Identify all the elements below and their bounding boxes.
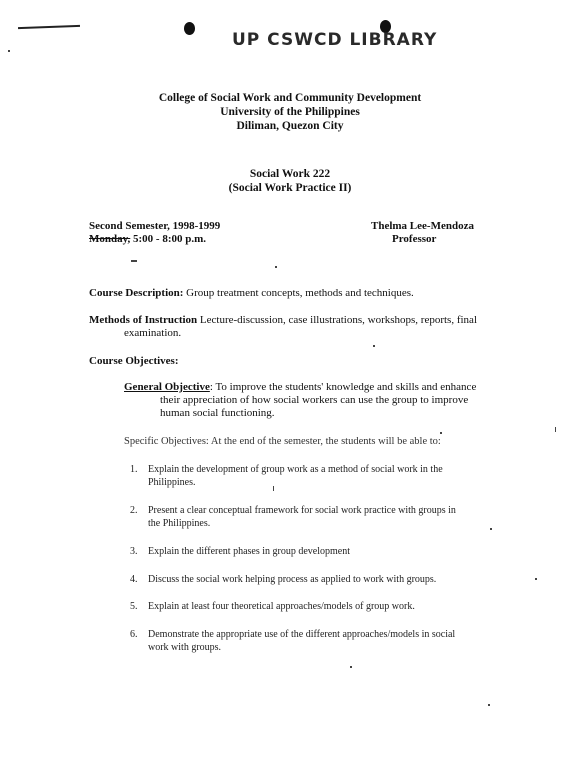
scan-speck [275,266,277,268]
objective-item: 3. Explain the different phases in group development [130,546,350,557]
college-name: College of Social Work and Community Development [158,92,422,104]
instructor-name: Thelma Lee-Mendoza [371,220,474,232]
methods-text-continued: examination. [124,327,182,339]
specific-objectives-intro: Specific Objectives: At the end of the semester, the students will be able to: [124,436,441,447]
course-code: Social Work 222 [249,168,331,180]
course-title: (Social Work Practice II) [228,182,352,194]
objective-item: 2. Present a clear conceptual framework for social work practice with groups in the Philippines. [130,505,456,529]
library-stamp: UP CSWCD LIBRARY [232,30,438,50]
course-description [89,287,414,299]
semester: Second Semester, 1998-1999 [89,220,221,232]
general-objective-line3: human social functioning. [160,407,275,419]
objective-item: 1. Explain the development of group work as a method of social work in the Philippines. [130,464,443,488]
university-name: University of the Philippines [220,106,360,118]
scan-speck [440,432,442,434]
schedule-day: Monday, [89,233,131,245]
schedule-hours: 5:00 - 8:00 p.m. [133,233,207,245]
general-objective-label: General Objective [124,381,210,393]
scan-speck [273,486,274,491]
course-description-label: Course Description: [89,287,184,299]
objective-item: 5. Explain at least four theoretical approaches/models of group work. [130,601,415,612]
instructor-role: Professor [392,233,437,245]
general-objective [124,381,476,393]
punch-hole-mark [184,22,195,35]
methods-label: Methods of Instruction [89,314,198,326]
general-objective-line2: their appreciation of how social workers can use the group to improve [160,394,469,406]
location: Diliman, Quezon City [236,120,344,132]
scan-speck [535,578,537,580]
scan-speck [490,528,492,530]
objective-item: 6. Demonstrate the appropriate use of the different approaches/models in social work with groups. [130,629,456,653]
scan-speck [555,427,556,432]
methods-text: Lecture-discussion, case illustrations, workshops, reports, final [199,314,478,326]
schedule-time [89,233,206,245]
scan-speck [350,666,352,668]
scan-speck [8,50,10,52]
scan-speck [488,704,490,706]
scan-mark-line [18,25,80,29]
methods-of-instruction [89,314,477,326]
general-objective-text: : To improve the students' knowledge and skills and enhance [209,381,477,393]
scan-speck [373,345,375,347]
objective-item: 4. Discuss the social work helping process as applied to work with groups. [130,574,437,585]
scan-speck [131,260,137,262]
course-objectives-heading: Course Objectives: [89,355,179,367]
course-description-text: Group treatment concepts, methods and techniques. [186,287,414,299]
